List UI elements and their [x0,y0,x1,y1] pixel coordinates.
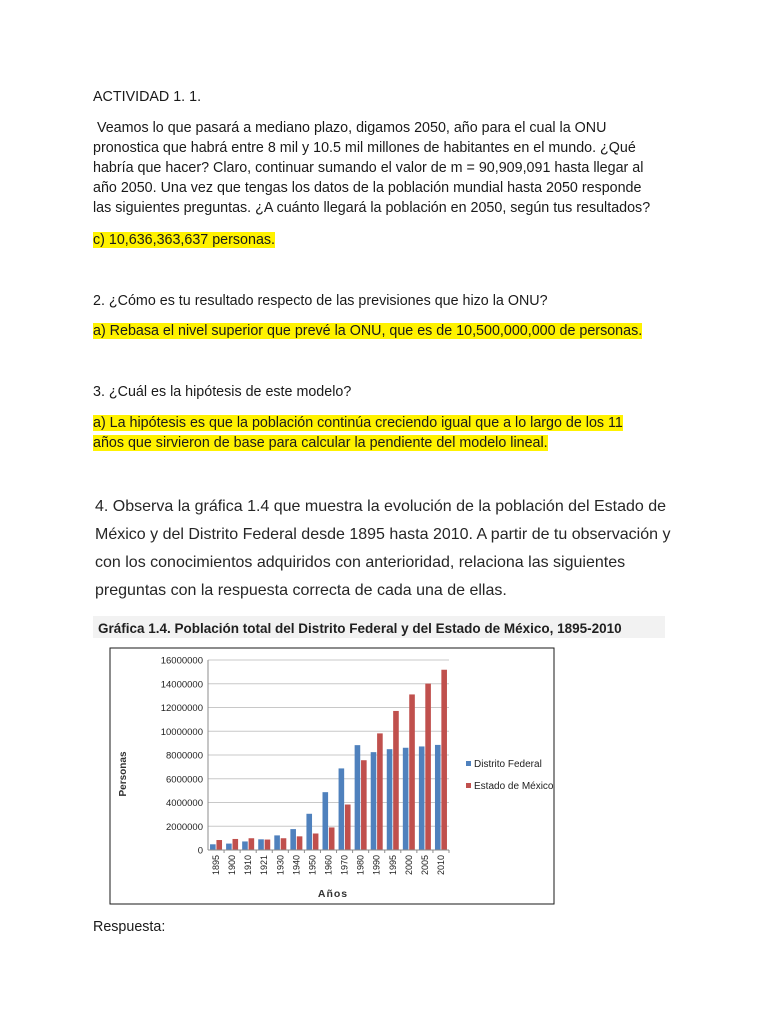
question-4-line: México y del Distrito Federal desde 1895 hasta 2010. A partir de tu observación y [95,526,671,543]
x-tick-label: 2005 [419,855,430,876]
bar-distrito-federal [274,835,280,850]
question-4-line: con los conocimientos adquiridos con anterioridad, relaciona las siguientes [95,554,626,571]
intro-line: año 2050. Una vez que tengas los datos de la población mundial hasta 2050 responde [93,180,642,196]
activity-heading: ACTIVIDAD 1. 1. [93,89,202,105]
bar-distrito-federal [419,746,425,850]
x-tick-label: 1950 [307,855,318,876]
bar-estado-de-mexico [216,840,222,850]
bar-estado-de-mexico [281,838,287,850]
bar-estado-de-mexico [345,805,351,850]
y-tick-label: 14000000 [160,679,203,691]
x-tick-label: 1995 [387,855,398,876]
x-tick-label: 2000 [403,855,414,876]
intro-line: habría que hacer? Claro, continuar sumando el valor de m = 90,909,091 hasta llegar al [93,160,644,176]
bar-estado-de-mexico [409,694,415,850]
x-axis-label: Años [317,888,349,900]
population-chart [93,616,665,906]
chart-svg [93,616,665,906]
bar-distrito-federal [306,814,312,850]
bar-distrito-federal [435,745,441,850]
answer-2 [93,321,683,341]
intro-line: pronostica que habrá entre 8 mil y 10.5 mil millones de habitantes en el mundo. ¿Qué [93,140,636,156]
respuesta-label: Respuesta: [93,919,166,935]
x-tick-label: 1940 [291,855,302,876]
y-tick-label: 12000000 [160,703,203,714]
y-tick-label: 6000000 [166,774,203,786]
bar-estado-de-mexico [393,711,399,850]
x-tick-label: 1921 [259,855,270,876]
bar-distrito-federal [339,768,345,850]
bar-estado-de-mexico [297,836,303,850]
answer-3-line: a) La hipótesis es que la población continúa creciendo igual que a lo largo de los 11 [93,415,623,431]
x-tick-label: 2010 [435,855,446,876]
intro-line: Veamos lo que pasará a mediano plazo, digamos 2050, año para el cual la ONU [93,120,607,136]
bar-distrito-federal [403,748,409,850]
y-tick-label: 8000000 [166,750,203,762]
bar-estado-de-mexico [249,838,255,850]
bar-estado-de-mexico [233,839,239,850]
bar-distrito-federal [355,745,361,850]
chart-title: Gráfica 1.4. Población total del Distrito Federal y del Estado de México, 1895-2010 [98,621,622,636]
bar-estado-de-mexico [441,670,447,850]
y-tick-label: 10000000 [160,726,203,738]
x-tick-label: 1895 [211,855,222,876]
question-4 [95,493,675,605]
bar-estado-de-mexico [377,733,383,850]
answer-1 [93,230,683,250]
bar-estado-de-mexico [425,684,431,850]
bar-estado-de-mexico [265,840,271,850]
bar-distrito-federal [242,841,248,850]
x-tick-label: 1990 [371,855,382,876]
question-4-line: preguntas con la respuesta correcta de cada una de ellas. [95,582,507,599]
intro-paragraph [93,118,683,218]
bar-distrito-federal [210,844,216,850]
bar-distrito-federal [387,749,393,850]
question-4-line: 4. Observa la gráfica 1.4 que muestra la evolución de la población del Estado de [95,498,667,515]
answer-3-line: años que sirvieron de base para calcular la pendiente del modelo lineal. [93,435,548,451]
y-axis-label: Personas [118,751,129,797]
answer-1-text: c) 10,636,363,637 personas. [93,232,276,248]
bar-distrito-federal [371,752,377,850]
bar-estado-de-mexico [313,833,319,850]
legend-label: Estado de México [474,781,554,792]
y-tick-label: 16000000 [160,655,203,667]
intro-line: las siguientes preguntas. ¿A cuánto llegará la población en 2050, según tus resultados? [93,200,651,216]
x-tick-label: 1960 [323,855,334,876]
bar-distrito-federal [258,839,264,850]
x-tick-label: 1910 [243,855,254,876]
bar-distrito-federal [323,792,329,850]
legend-swatch [466,761,471,766]
y-tick-label: 4000000 [166,798,203,809]
x-tick-label: 1980 [355,855,366,876]
answer-2-text: a) Rebasa el nivel superior que prevé la ONU, que es de 10,500,000,000 de personas. [93,323,643,339]
bar-distrito-federal [226,844,232,850]
x-tick-label: 1900 [227,855,238,876]
question-3: 3. ¿Cuál es la hipótesis de este modelo? [93,384,352,400]
bar-estado-de-mexico [361,760,367,850]
y-tick-label: 2000000 [166,821,203,833]
bar-distrito-federal [290,829,296,850]
legend-swatch [466,783,471,788]
y-tick-label: 0 [197,845,203,857]
bar-estado-de-mexico [329,827,335,850]
x-tick-label: 1930 [275,855,286,876]
answer-3 [93,413,683,453]
x-tick-label: 1970 [339,855,350,876]
legend-label: Distrito Federal [474,759,542,770]
question-2: 2. ¿Cómo es tu resultado respecto de las previsiones que hizo la ONU? [93,293,548,309]
